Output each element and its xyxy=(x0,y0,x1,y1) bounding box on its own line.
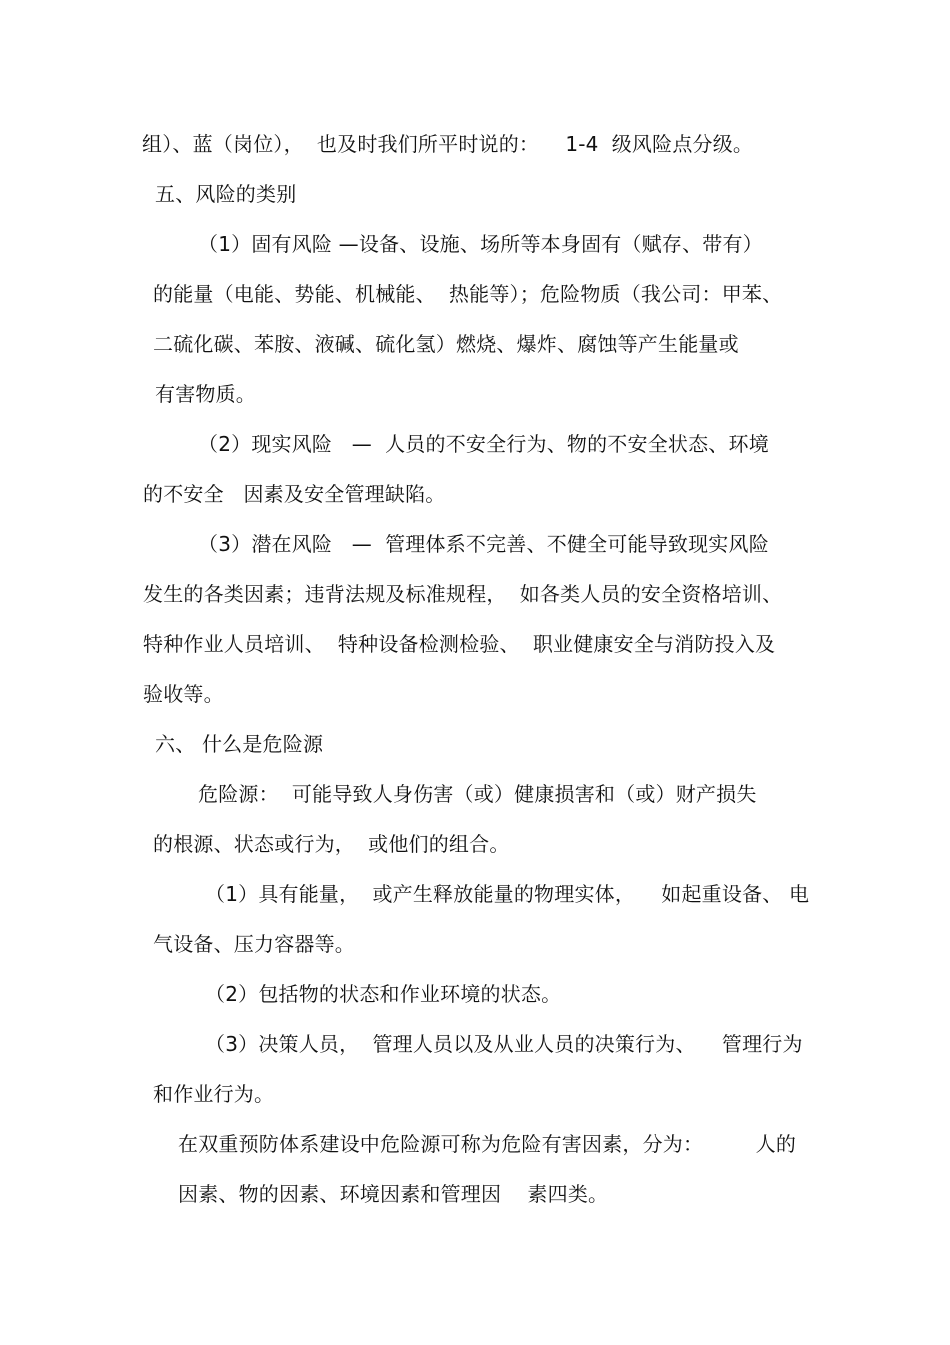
text-line-15: 的根源、状态或行为， 或他们的组合。 xyxy=(153,832,510,856)
text-line-14: 危险源： 可能导致人身伤害（或）健康损害和（或）财产损失 xyxy=(198,782,757,806)
text-line-22: 因素、物的因素、环境因素和管理因 素四类。 xyxy=(178,1182,609,1206)
text-line-9: （3）潜在风险 — 管理体系不完善、不健全可能导致现实风险 xyxy=(198,532,769,556)
text-line-11: 特种作业人员培训、 特种设备检测检验、 职业健康安全与消防投入及 xyxy=(143,632,776,656)
section-heading-risk-categories: 五、风险的类别 xyxy=(155,182,297,206)
text-line-6: 有害物质。 xyxy=(155,382,256,406)
text-line-12: 验收等。 xyxy=(143,682,224,706)
text-line-4: 的能量（电能、势能、机械能、 热能等）；危险物质（我公司：甲苯、 xyxy=(153,282,783,306)
text-line-7: （2）现实风险 — 人员的不安全行为、物的不安全状态、环境 xyxy=(198,432,769,456)
text-line-1: 组）、蓝（岗位）， 也及时我们所平时说的： 1-4 级风险点分级。 xyxy=(142,132,754,156)
text-line-16: （1）具有能量， 或产生释放能量的物理实体， 如起重设备、 电 xyxy=(205,882,810,906)
text-line-18: （2）包括物的状态和作业环境的状态。 xyxy=(205,982,562,1006)
text-line-19: （3）决策人员， 管理人员以及从业人员的决策行为、 管理行为 xyxy=(205,1032,803,1056)
text-line-3: （1）固有风险 —设备、设施、场所等本身固有（赋存、带有） xyxy=(198,232,763,256)
text-line-10: 发生的各类因素；违背法规及标准规程， 如各类人员的安全资格培训、 xyxy=(143,582,783,606)
text-line-17: 气设备、压力容器等。 xyxy=(153,932,355,956)
section-heading-hazard-source: 六、 什么是危险源 xyxy=(155,732,324,756)
text-line-20: 和作业行为。 xyxy=(153,1082,275,1106)
text-line-8: 的不安全 因素及安全管理缺陷。 xyxy=(143,482,446,506)
text-line-21: 在双重预防体系建设中危险源可称为危险有害因素，分为： 人的 xyxy=(178,1132,797,1156)
text-line-5: 二硫化碳、苯胺、液碱、硫化氢）燃烧、爆炸、腐蚀等产生能量或 xyxy=(153,332,739,356)
